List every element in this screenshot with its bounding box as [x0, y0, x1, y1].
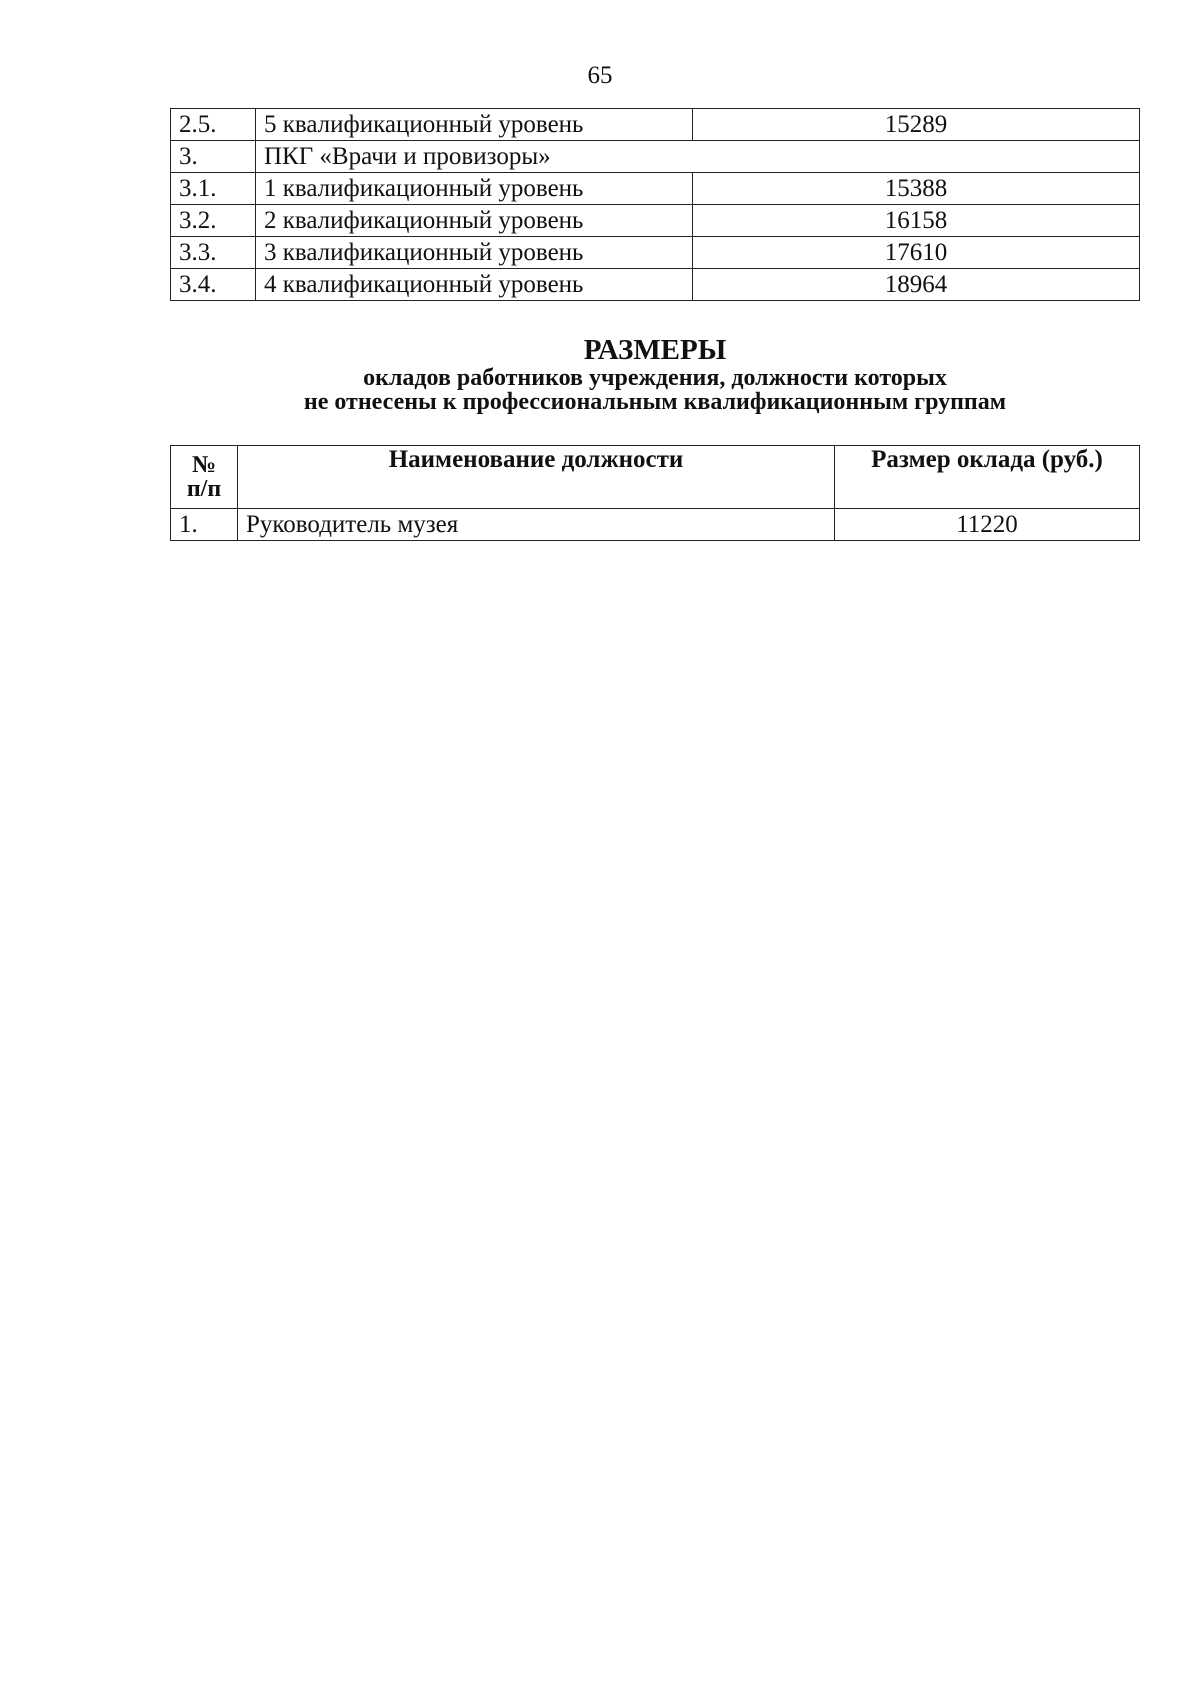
salary-value-cell: 15289 [693, 109, 1140, 141]
column-header-position: Наименование должности [238, 446, 835, 509]
table-row [171, 509, 1140, 541]
salary-value-cell: 16158 [693, 205, 1140, 237]
group-name-cell: ПКГ «Врачи и провизоры» [256, 141, 1140, 173]
table-row [171, 237, 1140, 269]
row-number-cell: 3.1. [171, 173, 256, 205]
column-header-number-line-1: № [191, 452, 217, 478]
table-row [171, 205, 1140, 237]
row-number-cell: 3.3. [171, 237, 256, 269]
qualification-level-cell: 5 квалификационный уровень [256, 109, 693, 141]
table-row [171, 109, 1140, 141]
qualification-level-cell: 3 квалификационный уровень [256, 237, 693, 269]
table-row [171, 269, 1140, 301]
row-number-cell: 3. [171, 141, 256, 173]
salary-value-cell: 15388 [693, 173, 1140, 205]
section-heading [0, 334, 1200, 414]
row-number-cell: 2.5. [171, 109, 256, 141]
qualification-level-cell: 2 квалификационный уровень [256, 205, 693, 237]
column-header-number [171, 446, 238, 509]
row-number-cell: 1. [171, 509, 238, 541]
column-header-number-line-2: п/п [186, 476, 222, 502]
row-number-cell: 3.2. [171, 205, 256, 237]
column-header-salary: Размер оклада (руб.) [835, 446, 1140, 509]
page-number: 65 [587, 62, 613, 89]
heading-title: РАЗМЕРЫ [583, 334, 727, 366]
salary-value-cell: 11220 [835, 509, 1140, 541]
salary-value-cell: 18964 [693, 269, 1140, 301]
table-header-row [171, 446, 1140, 509]
table-row [171, 173, 1140, 205]
row-number-cell: 3.4. [171, 269, 256, 301]
position-name-cell: Руководитель музея [238, 509, 835, 541]
qualification-table [170, 108, 1140, 301]
table-row [171, 141, 1140, 173]
heading-line-2: не отнесены к профессиональным квалификационным группам [303, 389, 1007, 415]
salary-table [170, 445, 1140, 541]
heading-line-1: окладов работников учреждения, должности которых [363, 365, 947, 391]
qualification-level-cell: 1 квалификационный уровень [256, 173, 693, 205]
salary-value-cell: 17610 [693, 237, 1140, 269]
qualification-level-cell: 4 квалификационный уровень [256, 269, 693, 301]
